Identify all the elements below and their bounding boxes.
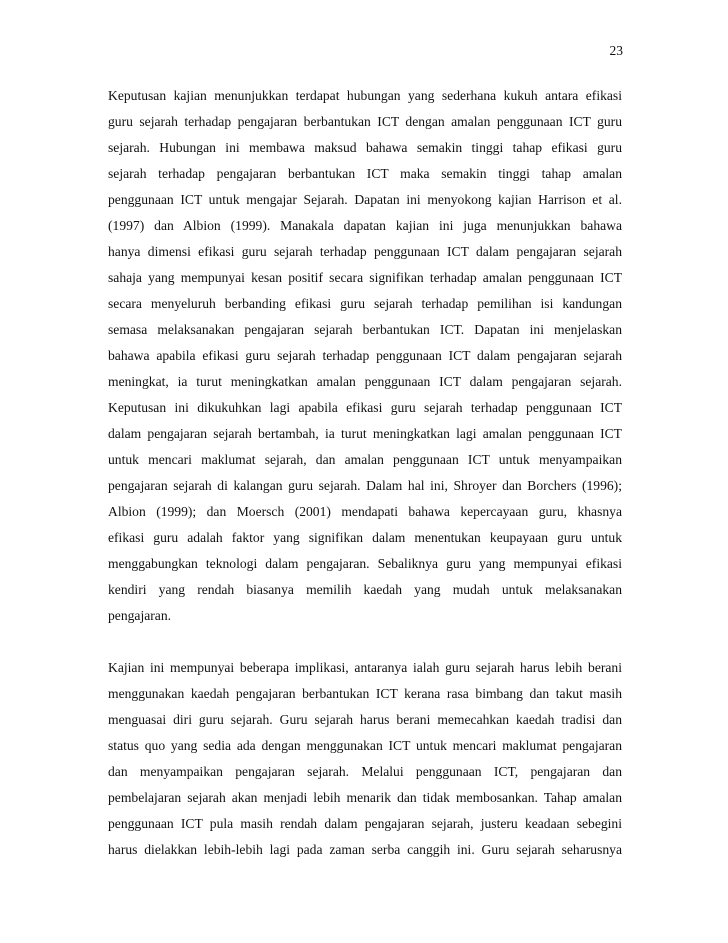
text-line: Keputusan ini dikukuhkan lagi apabila efikasi guru sejarah terhadap penggunaan ICT: [108, 400, 622, 415]
text-line: sahaja yang mempunyai kesan positif secara signifikan terhadap amalan penggunaan ICT: [108, 270, 622, 285]
text-line: sejarah. Hubungan ini membawa maksud bahawa semakin tinggi tahap efikasi guru: [108, 140, 622, 155]
text-line: harus dielakkan lebih-lebih lagi pada zaman serba canggih ini. Guru sejarah seharusnya: [108, 842, 622, 857]
text-line: meningkat, ia turut meningkatkan amalan penggunaan ICT dalam pengajaran sejarah.: [108, 374, 622, 389]
paragraph: [108, 83, 622, 629]
text-line: menggabungkan teknologi dalam pengajaran. Sebaliknya guru yang mempunyai efikasi: [108, 556, 622, 571]
text-line: bahawa apabila efikasi guru sejarah terhadap penggunaan ICT dalam pengajaran sejarah: [108, 348, 622, 363]
text-line: pengajaran sejarah di kalangan guru sejarah. Dalam hal ini, Shroyer dan Borchers (1996);: [108, 478, 622, 493]
text-line: efikasi guru adalah faktor yang signifikan dalam menentukan keupayaan guru untuk: [108, 530, 622, 545]
text-line: menguasai diri guru sejarah. Guru sejarah harus berani memecahkan kaedah tradisi dan: [108, 712, 622, 727]
page-number: 23: [609, 43, 623, 58]
text-line: untuk mencari maklumat sejarah, dan amalan penggunaan ICT untuk menyampaikan: [108, 452, 622, 467]
text-line: kendiri yang rendah biasanya memilih kaedah yang mudah untuk melaksanakan: [108, 582, 622, 597]
text-line: Keputusan kajian menunjukkan terdapat hubungan yang sederhana kukuh antara efikasi: [108, 88, 622, 103]
text-line: (1997) dan Albion (1999). Manakala dapatan kajian ini juga menunjukkan bahawa: [108, 218, 622, 233]
text-line: dalam pengajaran sejarah bertambah, ia turut meningkatkan lagi amalan penggunaan ICT: [108, 426, 622, 441]
text-line: pengajaran.: [108, 608, 172, 623]
text-line: secara menyeluruh berbanding efikasi guru sejarah terhadap pemilihan isi kandungan: [108, 296, 622, 311]
text-line: menggunakan kaedah pengajaran berbantukan ICT kerana rasa bimbang dan takut masih: [108, 686, 622, 701]
text-line: Kajian ini mempunyai beberapa implikasi, antaranya ialah guru sejarah harus lebih berani: [108, 660, 622, 675]
text-line: semasa melaksanakan pengajaran sejarah berbantukan ICT. Dapatan ini menjelaskan: [108, 322, 622, 337]
text-line: status quo yang sedia ada dengan menggunakan ICT untuk mencari maklumat pengajaran: [108, 738, 622, 753]
text-line: pembelajaran sejarah akan menjadi lebih menarik dan tidak membosankan. Tahap amalan: [108, 790, 622, 805]
text-line: penggunaan ICT pula masih rendah dalam pengajaran sejarah, justeru keadaan sebegini: [108, 816, 622, 831]
text-line: Albion (1999); dan Moersch (2001) mendapati bahawa kepercayaan guru, khasnya: [108, 504, 622, 519]
text-line: penggunaan ICT untuk mengajar Sejarah. Dapatan ini menyokong kajian Harrison et al.: [108, 192, 622, 207]
body-text: [108, 83, 622, 863]
text-line: hanya dimensi efikasi guru sejarah terhadap penggunaan ICT dalam pengajaran sejarah: [108, 244, 622, 259]
text-line: dan menyampaikan pengajaran sejarah. Melalui penggunaan ICT, pengajaran dan: [108, 764, 622, 779]
text-line: guru sejarah terhadap pengajaran berbantukan ICT dengan amalan penggunaan ICT guru: [108, 114, 622, 129]
paragraph: [108, 655, 622, 863]
text-line: sejarah terhadap pengajaran berbantukan ICT maka semakin tinggi tahap amalan: [108, 166, 622, 181]
